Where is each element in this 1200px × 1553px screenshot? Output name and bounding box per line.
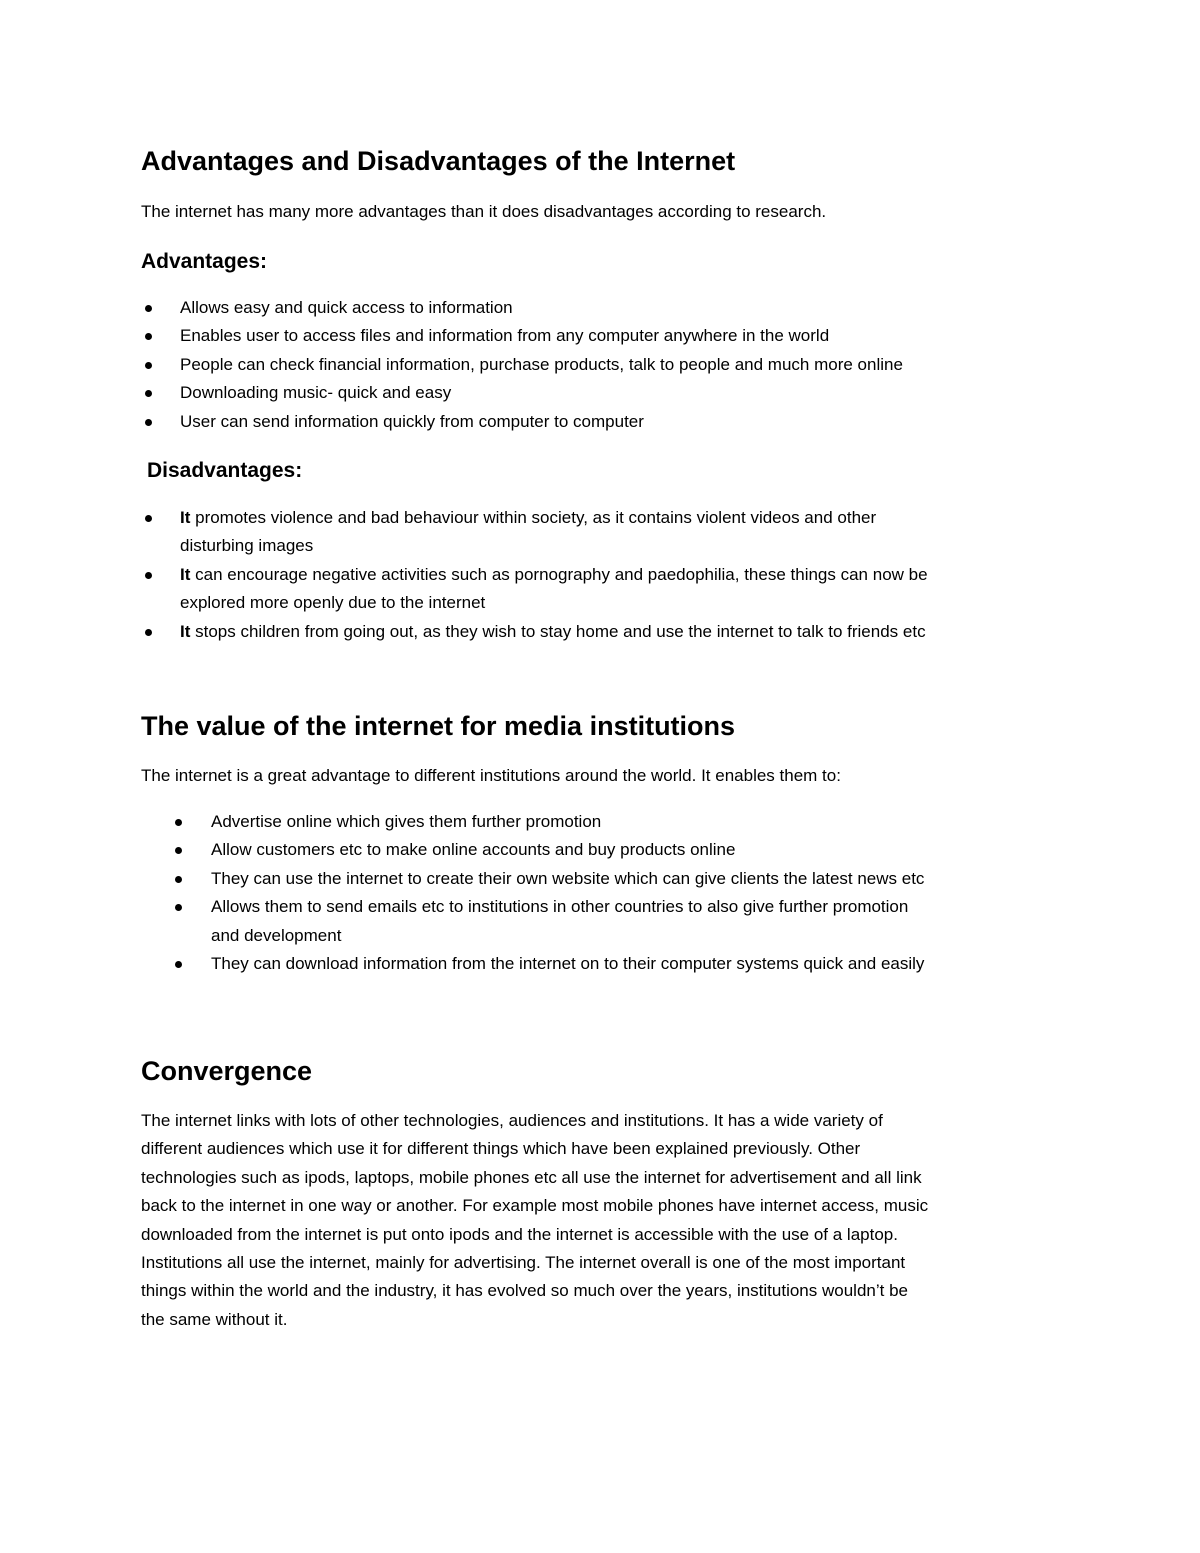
disadvantages-heading: Disadvantages: [147, 459, 303, 482]
bullet-icon [145, 515, 152, 522]
bullet-icon [175, 819, 182, 826]
section1-title: Advantages and Disadvantages of the Internet [141, 146, 736, 176]
bullet-icon [175, 961, 182, 968]
list-item: They can use the internet to create their own website which can give clients the latest news etc [211, 865, 924, 893]
convergence-paragraph: The internet links with lots of other technologies, audiences and institutions. It has a wide variety of different audiences which use it for different things which have been explained previously. Other technologies such as ipods, laptops, mobile phones etc all use the internet for advertisement and all link back to the internet in one way or another. For example most mobile phones have internet access, music downloaded from the internet is put onto ipods and the internet is accessible with the use of a laptop. Institutions all use the internet, mainly for advertising. The internet overall is one of the most important things within the world and the industry, it has evolved so much over the years, institutions wouldn’t be the same without it. [141, 1111, 929, 1329]
section2-intro: The internet is a great advantage to different institutions around the world. It enables them to: [141, 766, 841, 785]
bullet-icon [175, 876, 182, 883]
list-item: User can send information quickly from computer to computer [180, 408, 903, 436]
institutions-list [211, 808, 924, 978]
bullet-icon [145, 629, 152, 636]
bullet-icon [145, 419, 152, 426]
bullet-icon [145, 362, 152, 369]
list-item: They can download information from the internet on to their computer systems quick and easily [211, 950, 924, 978]
list-item: It promotes violence and bad behaviour within society, as it contains violent videos and other disturbing images [180, 504, 928, 561]
list-item: Allows them to send emails etc to institutions in other countries to also give further promotion and development [211, 893, 924, 950]
bullet-icon [175, 847, 182, 854]
list-item: Allow customers etc to make online accounts and buy products online [211, 836, 924, 864]
list-item: Downloading music- quick and easy [180, 379, 903, 407]
list-item: It can encourage negative activities such as pornography and paedophilia, these things can now be explored more openly due to the internet [180, 561, 928, 618]
bullet-icon [145, 333, 152, 340]
section2-title: The value of the internet for media institutions [141, 711, 736, 741]
list-item: People can check financial information, purchase products, talk to people and much more online [180, 351, 903, 379]
list-item: It stops children from going out, as they wish to stay home and use the internet to talk to friends etc [180, 618, 928, 646]
section3-title: Convergence [141, 1056, 313, 1086]
list-item: Advertise online which gives them further promotion [211, 808, 924, 836]
section1-intro: The internet has many more advantages than it does disadvantages according to research. [141, 202, 827, 221]
disadvantages-list [180, 504, 928, 646]
advantages-list [180, 294, 903, 436]
list-item: Allows easy and quick access to information [180, 294, 903, 322]
bullet-icon [145, 390, 152, 397]
bullet-icon [145, 305, 152, 312]
bullet-icon [175, 904, 182, 911]
bullet-icon [145, 572, 152, 579]
advantages-heading: Advantages: [141, 250, 268, 273]
list-item: Enables user to access files and information from any computer anywhere in the world [180, 322, 903, 350]
